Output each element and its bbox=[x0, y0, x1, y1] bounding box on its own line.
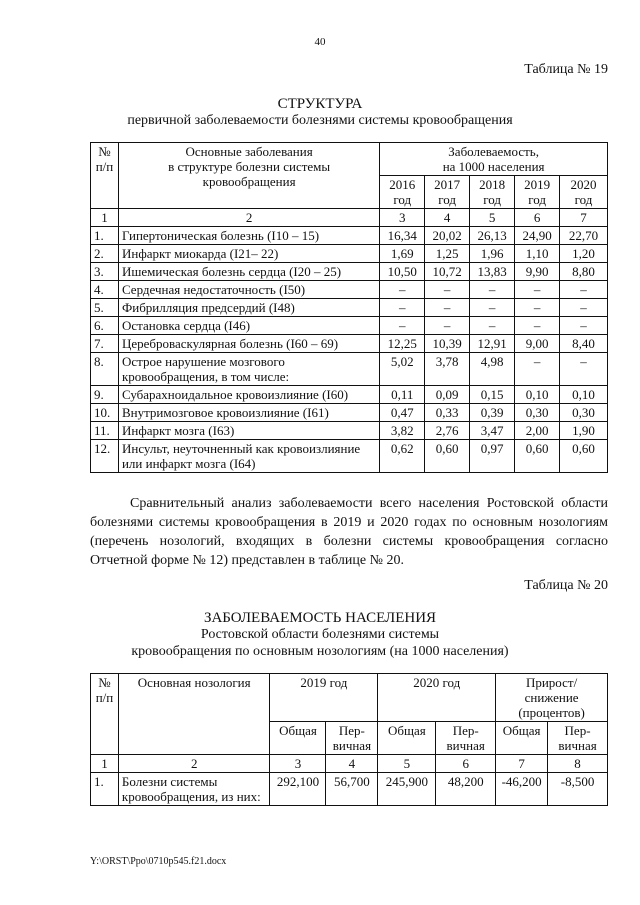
table19 bbox=[90, 142, 608, 473]
row-number: 6. bbox=[91, 317, 119, 335]
table-row bbox=[91, 404, 608, 422]
column-number: 2 bbox=[118, 755, 270, 773]
value-cell: 8,40 bbox=[560, 335, 608, 353]
value-cell: 4,98 bbox=[470, 353, 515, 386]
table-row bbox=[91, 386, 608, 404]
disease-name: Субарахноидальное кровоизлияние (I60) bbox=[118, 386, 379, 404]
value-cell: 0,30 bbox=[515, 404, 560, 422]
table-row bbox=[91, 281, 608, 299]
value-cell: 3,78 bbox=[425, 353, 470, 386]
t20-head-2019: 2019 год bbox=[270, 674, 378, 722]
value-cell: – bbox=[425, 299, 470, 317]
value-cell: 1,25 bbox=[425, 245, 470, 263]
row-number: 5. bbox=[91, 299, 119, 317]
value-cell: 0,10 bbox=[560, 386, 608, 404]
subheader-primary: Пер- вичная bbox=[548, 722, 608, 755]
value-cell: 0,60 bbox=[425, 440, 470, 473]
value-cell: 245,900 bbox=[378, 773, 436, 806]
value-cell: 1,69 bbox=[380, 245, 425, 263]
row-number: 3. bbox=[91, 263, 119, 281]
value-cell: 3,82 bbox=[380, 422, 425, 440]
value-cell: 48,200 bbox=[436, 773, 496, 806]
year-header: 2020 год bbox=[560, 176, 608, 209]
paragraph-text: Сравнительный анализ заболеваемости всего населения Ростовской области болезнями системы кровообращения в 2019 и 2020 годах по основным нозологиям (перечень нозологий, входящих в болезни системы кровообращения согласно Отчетной форме № 12) представлен в таблице № 20. bbox=[90, 496, 608, 568]
value-cell: 0,30 bbox=[560, 404, 608, 422]
disease-name: Инфаркт миокарда (I21– 22) bbox=[118, 245, 379, 263]
value-cell: 2,76 bbox=[425, 422, 470, 440]
year-header: 2019 год bbox=[515, 176, 560, 209]
value-cell: – bbox=[560, 299, 608, 317]
disease-name: Цереброваскулярная болезнь (I60 – 69) bbox=[118, 335, 379, 353]
t19-head-disease: Основные заболевания в структуре болезни системы кровообращения bbox=[118, 143, 379, 209]
value-cell: 0,97 bbox=[470, 440, 515, 473]
value-cell: 0,60 bbox=[560, 440, 608, 473]
value-cell: – bbox=[425, 317, 470, 335]
row-number: 4. bbox=[91, 281, 119, 299]
value-cell: 1,10 bbox=[515, 245, 560, 263]
row-number: 8. bbox=[91, 353, 119, 386]
column-number: 7 bbox=[496, 755, 548, 773]
value-cell: 0,10 bbox=[515, 386, 560, 404]
value-cell: – bbox=[515, 299, 560, 317]
value-cell: 13,83 bbox=[470, 263, 515, 281]
row-number: 9. bbox=[91, 386, 119, 404]
value-cell: 292,100 bbox=[270, 773, 326, 806]
table20 bbox=[90, 673, 608, 806]
disease-name: Сердечная недостаточность (I50) bbox=[118, 281, 379, 299]
page-number: 40 bbox=[314, 36, 326, 48]
subheader-primary: Пер- вичная bbox=[326, 722, 378, 755]
subheader-total: Общая bbox=[496, 722, 548, 755]
disease-name: Острое нарушение мозгового кровообращения, в том числе: bbox=[118, 353, 379, 386]
table-row bbox=[91, 227, 608, 245]
disease-name: Остановка сердца (I46) bbox=[118, 317, 379, 335]
value-cell: 10,72 bbox=[425, 263, 470, 281]
column-number: 1 bbox=[91, 755, 119, 773]
row-number: 2. bbox=[91, 245, 119, 263]
column-number: 8 bbox=[548, 755, 608, 773]
value-cell: 12,25 bbox=[380, 335, 425, 353]
value-cell: -46,200 bbox=[496, 773, 548, 806]
value-cell: 1,96 bbox=[470, 245, 515, 263]
value-cell: 9,00 bbox=[515, 335, 560, 353]
row-number: 12. bbox=[91, 440, 119, 473]
column-number: 4 bbox=[326, 755, 378, 773]
value-cell: – bbox=[470, 281, 515, 299]
t19-head-num: № п/п bbox=[91, 143, 119, 209]
value-cell: – bbox=[515, 353, 560, 386]
table-row bbox=[91, 245, 608, 263]
disease-name: Внутримозговое кровоизлияние (I61) bbox=[118, 404, 379, 422]
row-number: 11. bbox=[91, 422, 119, 440]
subheader-total: Общая bbox=[378, 722, 436, 755]
value-cell: 0,47 bbox=[380, 404, 425, 422]
value-cell: 22,70 bbox=[560, 227, 608, 245]
table19-label: Таблица № 19 bbox=[524, 62, 608, 77]
table-row bbox=[91, 299, 608, 317]
value-cell: – bbox=[560, 317, 608, 335]
nosology-name: Болезни системы кровообращения, из них: bbox=[118, 773, 270, 806]
table-row bbox=[91, 440, 608, 473]
value-cell: – bbox=[425, 281, 470, 299]
value-cell: – bbox=[560, 353, 608, 386]
t20-head-2020: 2020 год bbox=[378, 674, 496, 722]
column-number: 5 bbox=[470, 209, 515, 227]
value-cell: 0,11 bbox=[380, 386, 425, 404]
value-cell: – bbox=[380, 299, 425, 317]
value-cell: 16,34 bbox=[380, 227, 425, 245]
value-cell: 8,80 bbox=[560, 263, 608, 281]
column-number: 6 bbox=[515, 209, 560, 227]
value-cell: 20,02 bbox=[425, 227, 470, 245]
disease-name: Гипертоническая болезнь (I10 – 15) bbox=[118, 227, 379, 245]
disease-name: Инсульт, неуточненный как кровоизлияние или инфаркт мозга (I64) bbox=[118, 440, 379, 473]
t20-head-num: № п/п bbox=[91, 674, 119, 755]
subheader-total: Общая bbox=[270, 722, 326, 755]
table-row bbox=[91, 317, 608, 335]
disease-name: Фибрилляция предсердий (I48) bbox=[118, 299, 379, 317]
table19-subtitle: первичной заболеваемости болезнями системы кровообращения bbox=[127, 113, 513, 128]
value-cell: 2,00 bbox=[515, 422, 560, 440]
value-cell: 12,91 bbox=[470, 335, 515, 353]
disease-name: Инфаркт мозга (I63) bbox=[118, 422, 379, 440]
t20-head-growth: Прирост/ снижение (процентов) bbox=[496, 674, 608, 722]
table-row bbox=[91, 422, 608, 440]
t19-head-incidence: Заболеваемость, на 1000 населения bbox=[380, 143, 608, 176]
value-cell: 0,15 bbox=[470, 386, 515, 404]
value-cell: 0,62 bbox=[380, 440, 425, 473]
column-number: 6 bbox=[436, 755, 496, 773]
row-number: 10. bbox=[91, 404, 119, 422]
year-header: 2016 год bbox=[380, 176, 425, 209]
table20-subtitle-2: кровообращения по основным нозологиям (на 1000 населения) bbox=[131, 644, 509, 659]
table-row bbox=[91, 335, 608, 353]
column-number: 4 bbox=[425, 209, 470, 227]
row-number: 1. bbox=[91, 227, 119, 245]
column-number: 1 bbox=[91, 209, 119, 227]
value-cell: 24,90 bbox=[515, 227, 560, 245]
table20-label: Таблица № 20 bbox=[524, 578, 608, 593]
year-header: 2018 год bbox=[470, 176, 515, 209]
value-cell: 56,700 bbox=[326, 773, 378, 806]
year-header: 2017 год bbox=[425, 176, 470, 209]
column-number: 3 bbox=[270, 755, 326, 773]
value-cell: 0,39 bbox=[470, 404, 515, 422]
table-row bbox=[91, 773, 608, 806]
value-cell: – bbox=[470, 299, 515, 317]
value-cell: 26,13 bbox=[470, 227, 515, 245]
value-cell: – bbox=[515, 317, 560, 335]
value-cell: 5,02 bbox=[380, 353, 425, 386]
value-cell: 10,50 bbox=[380, 263, 425, 281]
column-number: 3 bbox=[380, 209, 425, 227]
column-number: 7 bbox=[560, 209, 608, 227]
value-cell: 10,39 bbox=[425, 335, 470, 353]
file-path-footer: Y:\ORST\Ppo\0710p545.f21.docx bbox=[90, 856, 227, 867]
table20-title: ЗАБОЛЕВАЕМОСТЬ НАСЕЛЕНИЯ bbox=[203, 610, 437, 626]
value-cell: -8,500 bbox=[548, 773, 608, 806]
value-cell: 0,33 bbox=[425, 404, 470, 422]
value-cell: – bbox=[515, 281, 560, 299]
value-cell: 1,90 bbox=[560, 422, 608, 440]
paragraph bbox=[90, 494, 608, 570]
value-cell: 0,09 bbox=[425, 386, 470, 404]
t20-head-nosology: Основная нозология bbox=[118, 674, 270, 755]
row-number: 1. bbox=[91, 773, 119, 806]
value-cell: 3,47 bbox=[470, 422, 515, 440]
table20-subtitle-1: Ростовской области болезнями системы bbox=[200, 627, 440, 642]
subheader-primary: Пер- вичная bbox=[436, 722, 496, 755]
value-cell: – bbox=[380, 317, 425, 335]
value-cell: – bbox=[470, 317, 515, 335]
value-cell: – bbox=[560, 281, 608, 299]
row-number: 7. bbox=[91, 335, 119, 353]
value-cell: – bbox=[380, 281, 425, 299]
disease-name: Ишемическая болезнь сердца (I20 – 25) bbox=[118, 263, 379, 281]
value-cell: 1,20 bbox=[560, 245, 608, 263]
table-row bbox=[91, 353, 608, 386]
table-row bbox=[91, 263, 608, 281]
value-cell: 0,60 bbox=[515, 440, 560, 473]
value-cell: 9,90 bbox=[515, 263, 560, 281]
table19-title: СТРУКТУРА bbox=[277, 96, 363, 112]
column-number: 5 bbox=[378, 755, 436, 773]
column-number: 2 bbox=[118, 209, 379, 227]
